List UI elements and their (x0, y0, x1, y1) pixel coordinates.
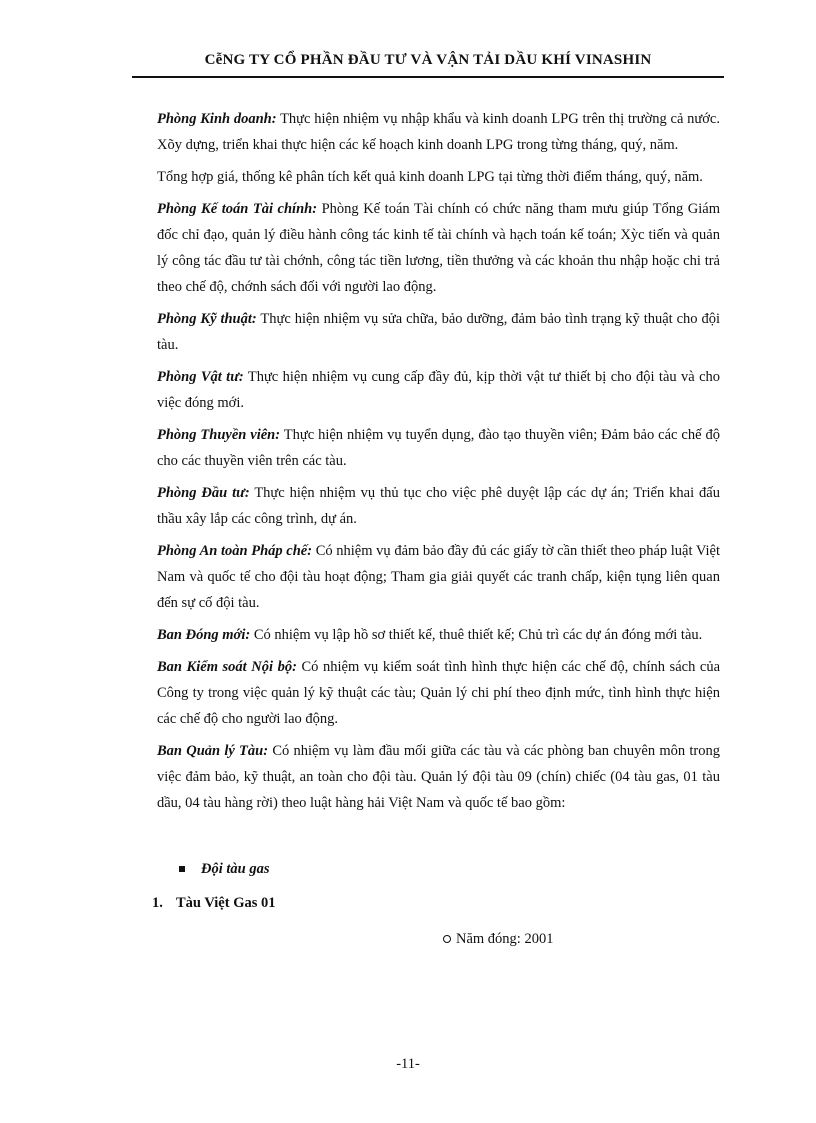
sub-item-text: Năm đóng: 2001 (456, 931, 554, 947)
paragraph-phong-dau-tu (157, 480, 720, 532)
paragraph-text: Thực hiện nhiệm vụ cung cấp đầy đủ, kịp thời vật tư thiết bị cho đội tàu và cho việc đóng mới. (157, 369, 721, 411)
paragraph-text: Thực hiện nhiệm vụ tuyển dụng, đào tạo thuyền viên; Đảm bảo các chế độ cho các thuyền viên trên các tàu. (157, 427, 720, 469)
paragraph-ban-kiem-soat-noi-bo (157, 654, 720, 732)
paragraph-lead: Phòng Thuyền viên: (157, 427, 281, 443)
paragraph-lead: Ban Quản lý Tàu: (157, 743, 269, 759)
fleet-bullet-heading (179, 856, 720, 882)
paragraph-phong-ky-thuat (157, 306, 720, 358)
paragraph-text: Thực hiện nhiệm vụ nhập khẩu và kinh doanh LPG trên thị trường cả nước. Xõy dựng, triển khai thực hiện các kế hoạch kinh doanh LPG trong từng tháng, quý, năm. (157, 111, 720, 153)
paragraph-ban-quan-ly-tau (157, 738, 720, 816)
paragraph-phong-kinh-doanh (157, 106, 720, 158)
paragraph-phong-vat-tu (157, 364, 720, 416)
paragraph-text: Có nhiệm vụ làm đầu mối giữa các tàu và các phòng ban chuyên môn trong việc đảm bảo, kỹ thuật, an toàn cho đội tàu. Quản lý đội tàu 09 (chín) chiếc (04 tàu gas, 01 tàu dầu, 04 tàu hàng rời) theo luật hàng hải Việt Nam và quốc tế bao gồm: (157, 743, 720, 811)
page-number: -11- (396, 1056, 420, 1072)
paragraph-lead: Phòng Kế toán Tài chính: (157, 201, 318, 217)
fleet-numbered-item (152, 890, 720, 916)
paragraph-text: Thực hiện nhiệm vụ sửa chữa, bảo dưỡng, đảm bảo tình trạng kỹ thuật cho đội tàu. (157, 311, 721, 353)
paragraph-text: Có nhiệm vụ đảm bảo đầy đủ các giấy tờ cần thiết theo pháp luật Việt Nam và quốc tế cho đội tàu hoạt động; Tham gia giải quyết các tranh chấp, kiện tụng liên quan đến sự cố đội tàu. (157, 543, 720, 611)
item-number: 1. (152, 895, 163, 911)
fleet-bullet-title: Đội tàu gas (201, 861, 270, 877)
paragraph-text: Tổng hợp giá, thống kê phân tích kết quả kinh doanh LPG tại từng thời điểm tháng, quý, năm. (157, 169, 703, 185)
spacer (157, 822, 720, 856)
paragraph-phong-an-toan-phap-che (157, 538, 720, 616)
paragraph-ban-dong-moi (157, 622, 720, 648)
paragraph-lead: Phòng Kinh doanh: (157, 111, 277, 127)
square-bullet-icon (179, 866, 185, 872)
paragraph-lead: Phòng Vật tư: (157, 369, 244, 385)
paragraph-text: Thực hiện nhiệm vụ thủ tục cho việc phê duyệt lập các dự án; Triển khai đấu thầu xây lắp các công trình, dự án. (157, 485, 720, 527)
paragraph-lead: Phòng Đầu tư: (157, 485, 250, 501)
paragraph-lead: Phòng Kỹ thuật: (157, 311, 257, 327)
paragraph-tong-hop-gia (157, 164, 720, 190)
page-header: CễNG TY CỔ PHẦN ĐẦU TƯ VÀ VẬN TẢI DẦU KHÍ VINASHIN (204, 52, 652, 68)
paragraph-phong-thuyen-vien (157, 422, 720, 474)
document-body (152, 106, 721, 952)
item-title: Tàu Việt Gas 01 (176, 895, 276, 911)
circle-bullet-icon (443, 935, 451, 943)
paragraph-text: Có nhiệm vụ lập hồ sơ thiết kế, thuê thiết kế; Chủ trì các dự án đóng mới tàu. (250, 627, 703, 643)
paragraph-phong-ke-toan (157, 196, 720, 300)
paragraph-lead: Phòng An toàn Pháp chế: (157, 543, 313, 559)
paragraph-text: Phòng Kế toán Tài chính có chức năng tham mưu giúp Tổng Giám đốc chỉ đạo, quản lý điều hành công tác kinh tế tài chính và hạch toán kế toán; Xỳc tiến và quản lý công tác đầu tư tài chớnh, công tác tiền lương, tiền thưởng và các khoản thu nhập hoặc chi trả theo chế độ, chớnh sách đối với người lao động. (157, 201, 721, 295)
header-rule (132, 76, 724, 78)
paragraph-text: Có nhiệm vụ kiểm soát tình hình thực hiện các chế độ, chính sách của Công ty trong việc quản lý kỹ thuật các tàu; Quản lý chi phí theo định mức, tình hình thực hiện các chế độ cho người lao động. (157, 659, 721, 727)
paragraph-lead: Ban Đóng mới: (157, 627, 251, 643)
paragraph-lead: Ban Kiểm soát Nội bộ: (157, 659, 297, 675)
fleet-sub-item (443, 926, 720, 952)
